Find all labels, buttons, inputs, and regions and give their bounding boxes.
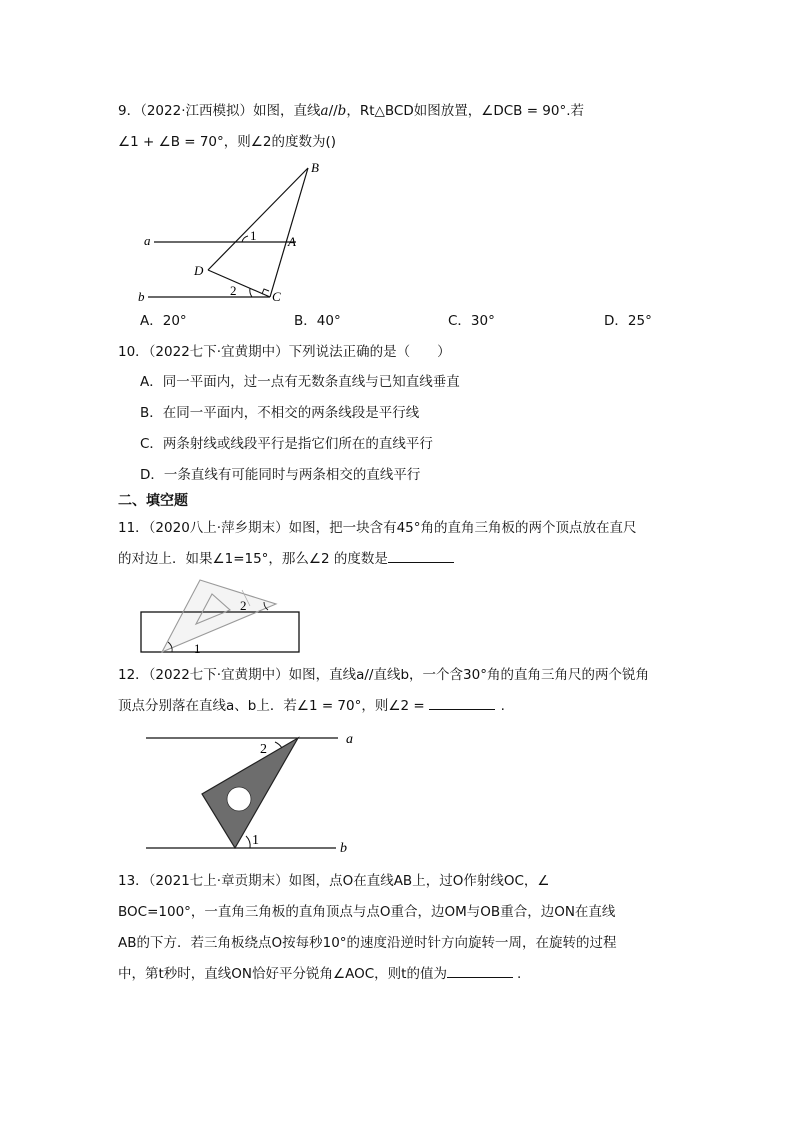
q9-label-b: b xyxy=(138,289,145,304)
q13-line4-text: 中，第t秒时，直线ON恰好平分锐角∠AOC，则t的值为 xyxy=(118,966,447,982)
q9-line2: ∠1 + ∠B = 70°，则∠2的度数为() xyxy=(118,134,336,150)
q12-line2 xyxy=(118,697,505,715)
q9-label-B: B xyxy=(311,160,319,175)
q9-label-2: 2 xyxy=(230,283,237,298)
q13-line4 xyxy=(118,965,521,983)
q12-line2-end: . xyxy=(500,698,505,714)
q11-label-2: 2 xyxy=(240,598,247,613)
q10-option-a: A．同一平面内，过一点有无数条直线与已知直线垂直 xyxy=(140,374,460,390)
q11-line2 xyxy=(118,550,454,568)
q9-line1 xyxy=(118,102,584,120)
q9-line1-prefix: 9．（2022·江西模拟）如图，直线 xyxy=(118,103,321,119)
q9-label-C: C xyxy=(272,289,281,304)
q12-line2-text: 顶点分别落在直线a、b上．若∠1 = 70°，则∠2 = xyxy=(118,698,425,714)
q9-label-A: A xyxy=(288,234,296,249)
q9-line1-mid: ，Rt△BCD如图放置，∠DCB = 90°.若 xyxy=(346,103,585,119)
q9-parallel: // xyxy=(328,103,338,119)
q13-line4-end: . xyxy=(516,966,522,982)
q11-figure xyxy=(138,576,308,656)
q11-line2-text: 的对边上．如果∠1=15°，那么∠2 的度数是 xyxy=(118,551,388,567)
q9-option-c: C．30° xyxy=(448,313,495,329)
q12-line1: 12．（2022七下·宜黄期中）如图，直线a//直线b，一个含30°角的直角三角尺的两个锐角 xyxy=(118,667,649,683)
q13-line1: 13．（2021七上·章贡期末）如图，点O在直线AB上，过O作射线OC，∠ xyxy=(118,873,550,889)
q13-line3: AB的下方．若三角板绕点O按每秒10°的速度沿逆时针方向旋转一周，在旋转的过程 xyxy=(118,935,617,951)
q12-answer-blank xyxy=(429,697,495,710)
q12-label-2: 2 xyxy=(260,742,267,757)
q12-label-a: a xyxy=(346,732,353,747)
q9-figure xyxy=(130,158,350,328)
q12-label-b: b xyxy=(340,841,347,856)
q9-label-D: D xyxy=(194,263,204,278)
q9-line-b: b xyxy=(337,103,347,119)
q9-label-a: a xyxy=(144,233,151,248)
q10-option-d: D．一条直线有可能同时与两条相交的直线平行 xyxy=(140,467,421,483)
section-title-fill-in: 二、填空题 xyxy=(118,493,188,509)
q9-option-a: A．20° xyxy=(140,313,187,329)
q10-stem: 10．（2022七下·宜黄期中）下列说法正确的是（ ） xyxy=(118,344,451,360)
q13-line2: BOC=100°，一直角三角板的直角顶点与点O重合，边OM与OB重合，边ON在直线 xyxy=(118,904,616,920)
q12-label-1: 1 xyxy=(252,833,259,848)
q11-line1: 11．（2020八上·萍乡期末）如图，把一块含有45°角的直角三角板的两个顶点放在直尺 xyxy=(118,520,637,536)
q9-label-1: 1 xyxy=(250,228,257,243)
q9-line-a: a xyxy=(320,103,329,119)
q13-answer-blank xyxy=(447,965,513,978)
q12-figure xyxy=(140,728,370,858)
q9-option-d: D．25° xyxy=(604,313,652,329)
q9-option-b: B．40° xyxy=(294,313,341,329)
q11-answer-blank xyxy=(388,550,454,563)
q10-option-c: C．两条射线或线段平行是指它们所在的直线平行 xyxy=(140,436,433,452)
q10-option-b: B．在同一平面内，不相交的两条线段是平行线 xyxy=(140,405,420,421)
q11-label-1: 1 xyxy=(194,641,201,656)
